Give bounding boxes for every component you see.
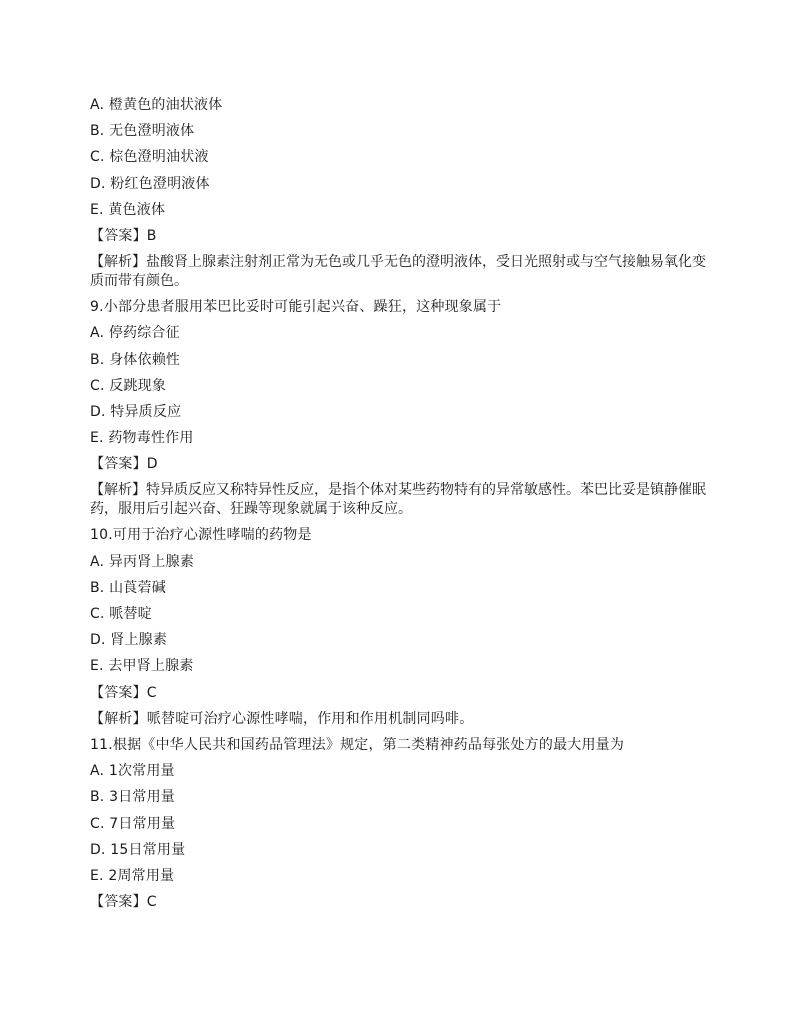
q10-option-d: D. 肾上腺素 xyxy=(90,632,168,649)
q9-question: 9.小部分患者服用苯巴比妥时可能引起兴奋、躁狂，这种现象属于 xyxy=(90,299,502,316)
q8-option-c: C. 棕色澄明油状液 xyxy=(90,149,209,166)
q11-option-b: B. 3日常用量 xyxy=(90,789,176,806)
q10-option-e: E. 去甲肾上腺素 xyxy=(90,658,194,675)
q10-option-a: A. 异丙肾上腺素 xyxy=(90,553,195,570)
q11-option-a: A. 1次常用量 xyxy=(90,763,175,780)
q9-option-c: C. 反跳现象 xyxy=(90,377,167,394)
q8-option-d: D. 粉红色澄明液体 xyxy=(90,175,210,192)
q9-option-e: E. 药物毒性作用 xyxy=(90,430,194,447)
q11-question: 11.根据《中华人民共和国药品管理法》规定，第二类精神药品每张处方的最大用量为 xyxy=(90,736,625,753)
q8-option-e: E. 黄色液体 xyxy=(90,201,166,218)
q8-option-b: B. 无色澄明液体 xyxy=(90,123,195,140)
q8-option-a: A. 橙黄色的油状液体 xyxy=(90,97,223,113)
q11-option-e: E. 2周常用量 xyxy=(90,867,175,884)
q10-question: 10.可用于治疗心源性哮喘的药物是 xyxy=(90,527,312,544)
q8-answer: 【答案】B xyxy=(90,227,157,244)
q10-explanation: 【解析】哌替啶可治疗心源性哮喘，作用和作用机制同吗啡。 xyxy=(90,710,474,727)
q11-option-d: D. 15日常用量 xyxy=(90,841,186,858)
q9-option-d: D. 特异质反应 xyxy=(90,403,182,420)
q9-explanation: 【解析】特异质反应又称特异性反应，是指个体对某些药物特有的异常敏感性。苯巴比妥是镇静催眠药，服用后引起兴奋、狂躁等现象就属于该种反应。 xyxy=(90,482,706,518)
q10-option-b: B. 山莨菪碱 xyxy=(90,579,166,596)
q11-answer: 【答案】C xyxy=(90,894,157,911)
q8-explanation: 【解析】盐酸肾上腺素注射剂正常为无色或几乎无色的澄明液体，受日光照射或与空气接触易氧化变质而带有颜色。 xyxy=(90,254,706,290)
q10-option-c: C. 哌替啶 xyxy=(90,606,152,622)
q10-answer: 【答案】C xyxy=(90,684,157,701)
q9-option-b: B. 身体依赖性 xyxy=(90,351,181,368)
document-content xyxy=(90,92,714,915)
q11-option-c: C. 7日常用量 xyxy=(90,815,176,832)
q9-answer: 【答案】D xyxy=(90,456,158,473)
q9-option-a: A. 停药综合征 xyxy=(90,325,180,342)
